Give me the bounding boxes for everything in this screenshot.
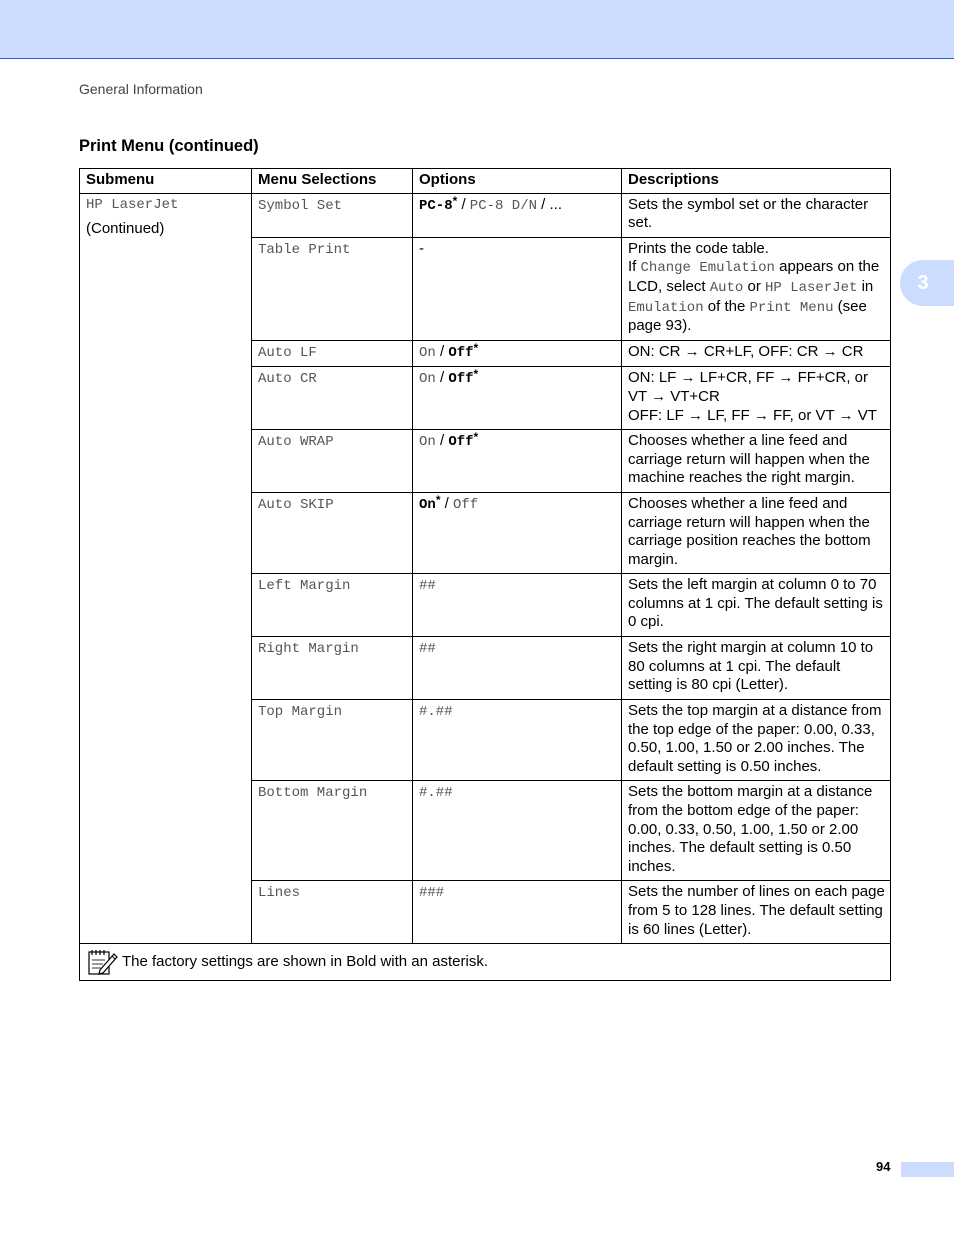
chapter-tab (900, 260, 954, 306)
description-cell (622, 237, 891, 340)
option-separator: / (440, 494, 453, 512)
note-pencil-icon (86, 948, 118, 976)
option-default: Off (448, 344, 474, 361)
menu-cell (252, 781, 413, 881)
menu-cell (252, 637, 413, 700)
default-asterisk: * (473, 430, 479, 445)
menu-cell (252, 237, 413, 340)
menu-cell (252, 367, 413, 430)
menu-selection: Lines (258, 885, 301, 902)
description-line: OFF: LF → LF, FF → FF, or VT → VT (628, 406, 877, 424)
menu-cell (252, 193, 413, 237)
options-cell (413, 781, 622, 881)
lcd-term: Change Emulation (640, 260, 775, 277)
options-cell (413, 881, 622, 944)
menu-selection: Auto CR (258, 371, 317, 388)
description-cell: Sets the right margin at column 10 to 80 columns at 1 cpi. The default setting is 80 cpi (Letter). (622, 637, 891, 700)
options-cell: - (413, 237, 622, 340)
options-cell (413, 340, 622, 367)
option-value: #.## (419, 704, 453, 721)
description-cell: Sets the bottom margin at a distance from the bottom edge of the paper: 0.00, 0.33, 0.50, 1.00, 1.50 or 2.00 inches. The default setting is 0.50 inches. (622, 781, 891, 881)
option-separator: / (457, 195, 470, 213)
option-value: On (419, 344, 436, 361)
header-submenu: Submenu (80, 169, 252, 194)
lcd-term: Auto (709, 279, 744, 296)
option-value: ## (419, 578, 436, 595)
default-asterisk: * (473, 367, 479, 382)
note-cell (80, 944, 891, 981)
option-value: Off (453, 496, 479, 513)
lcd-term: Print Menu (749, 299, 834, 316)
default-asterisk: * (473, 340, 479, 355)
menu-selection: Auto WRAP (258, 434, 334, 451)
description-text: (see page 93). (628, 297, 867, 335)
description-cell: ON: CR → CR+LF, OFF: CR → CR (622, 340, 891, 367)
header-band (0, 0, 954, 59)
page-number: 94 (876, 1159, 891, 1174)
description-cell: Sets the top margin at a distance from the top edge of the paper: 0.00, 0.33, 0.50, 1.00, 1.50 or 2.00 inches. The default setting is 0.50 inches. (622, 700, 891, 781)
description-text: appears on the LCD, select (628, 258, 880, 295)
section-title: Print Menu (continued) (79, 137, 259, 155)
option-value: On (419, 434, 436, 451)
option-value: ### (419, 885, 445, 902)
options-cell (413, 637, 622, 700)
default-asterisk: * (435, 492, 441, 507)
description-cell: Sets the left margin at column 0 to 70 columns at 1 cpi. The default setting is 0 cpi. (622, 574, 891, 637)
submenu-name: HP LaserJet (86, 196, 179, 213)
menu-selection: Symbol Set (258, 197, 343, 214)
table-header-row (80, 169, 891, 194)
menu-selection: Bottom Margin (258, 785, 368, 802)
running-header: General Information (79, 81, 203, 97)
menu-cell (252, 700, 413, 781)
options-cell (413, 700, 622, 781)
description-line: ON: LF → LF+CR, FF → FF+CR, or VT → VT+CR (628, 369, 869, 405)
description-cell: Chooses whether a line feed and carriage return will happen when the carriage position reaches the bottom margin. (622, 492, 891, 573)
option-value: PC-8 D/N (469, 197, 538, 214)
header-menu-selections: Menu Selections (252, 169, 413, 194)
submenu-note: (Continued) (86, 220, 165, 238)
description-line: Prints the code table. (628, 239, 769, 257)
menu-selection: Table Print (258, 241, 351, 258)
option-separator: / (435, 369, 449, 387)
table-row (80, 193, 891, 237)
default-asterisk: * (452, 193, 458, 208)
option-separator: / (435, 432, 449, 450)
option-value: ## (419, 641, 436, 658)
options-cell (413, 574, 622, 637)
option-value: On (419, 371, 436, 388)
page-number-bar (901, 1162, 954, 1177)
description-line (628, 258, 885, 335)
option-default: On (419, 496, 436, 513)
options-cell (413, 430, 622, 493)
lcd-term: Emulation (628, 299, 704, 316)
lcd-term: HP LaserJet (765, 279, 858, 296)
description-cell: Sets the number of lines on each page from 5 to 128 lines. The default setting is 60 lines (Letter). (622, 881, 891, 944)
option-default: Off (448, 434, 474, 451)
description-text: or (743, 277, 765, 295)
options-cell (413, 193, 622, 237)
options-cell (413, 367, 622, 430)
options-cell (413, 492, 622, 573)
note-row (80, 944, 891, 981)
description-text: of the (703, 297, 750, 315)
description-cell (622, 367, 891, 430)
menu-cell (252, 574, 413, 637)
description-text: in (857, 277, 874, 295)
option-value: #.## (419, 785, 453, 802)
menu-selection: Auto SKIP (258, 496, 334, 513)
menu-cell (252, 492, 413, 573)
menu-cell (252, 340, 413, 367)
submenu-cell (80, 193, 252, 944)
menu-cell (252, 881, 413, 944)
option-default: PC-8 (419, 197, 453, 214)
chapter-number: 3 (917, 271, 929, 294)
print-menu-table (79, 168, 891, 981)
description-cell: Chooses whether a line feed and carriage return will happen when the machine reaches the right margin. (622, 430, 891, 493)
menu-selection: Top Margin (258, 704, 343, 721)
menu-selection: Left Margin (258, 578, 351, 595)
header-descriptions: Descriptions (622, 169, 891, 194)
option-separator: / ... (537, 195, 563, 213)
menu-selection: Right Margin (258, 641, 359, 658)
menu-selection: Auto LF (258, 344, 317, 361)
header-options: Options (413, 169, 622, 194)
note-text: The factory settings are shown in Bold with an asterisk. (122, 952, 489, 970)
description-cell: Sets the symbol set or the character set. (622, 193, 891, 237)
description-text: If (628, 258, 641, 276)
option-separator: / (435, 342, 449, 360)
option-default: Off (448, 371, 474, 388)
menu-cell (252, 430, 413, 493)
